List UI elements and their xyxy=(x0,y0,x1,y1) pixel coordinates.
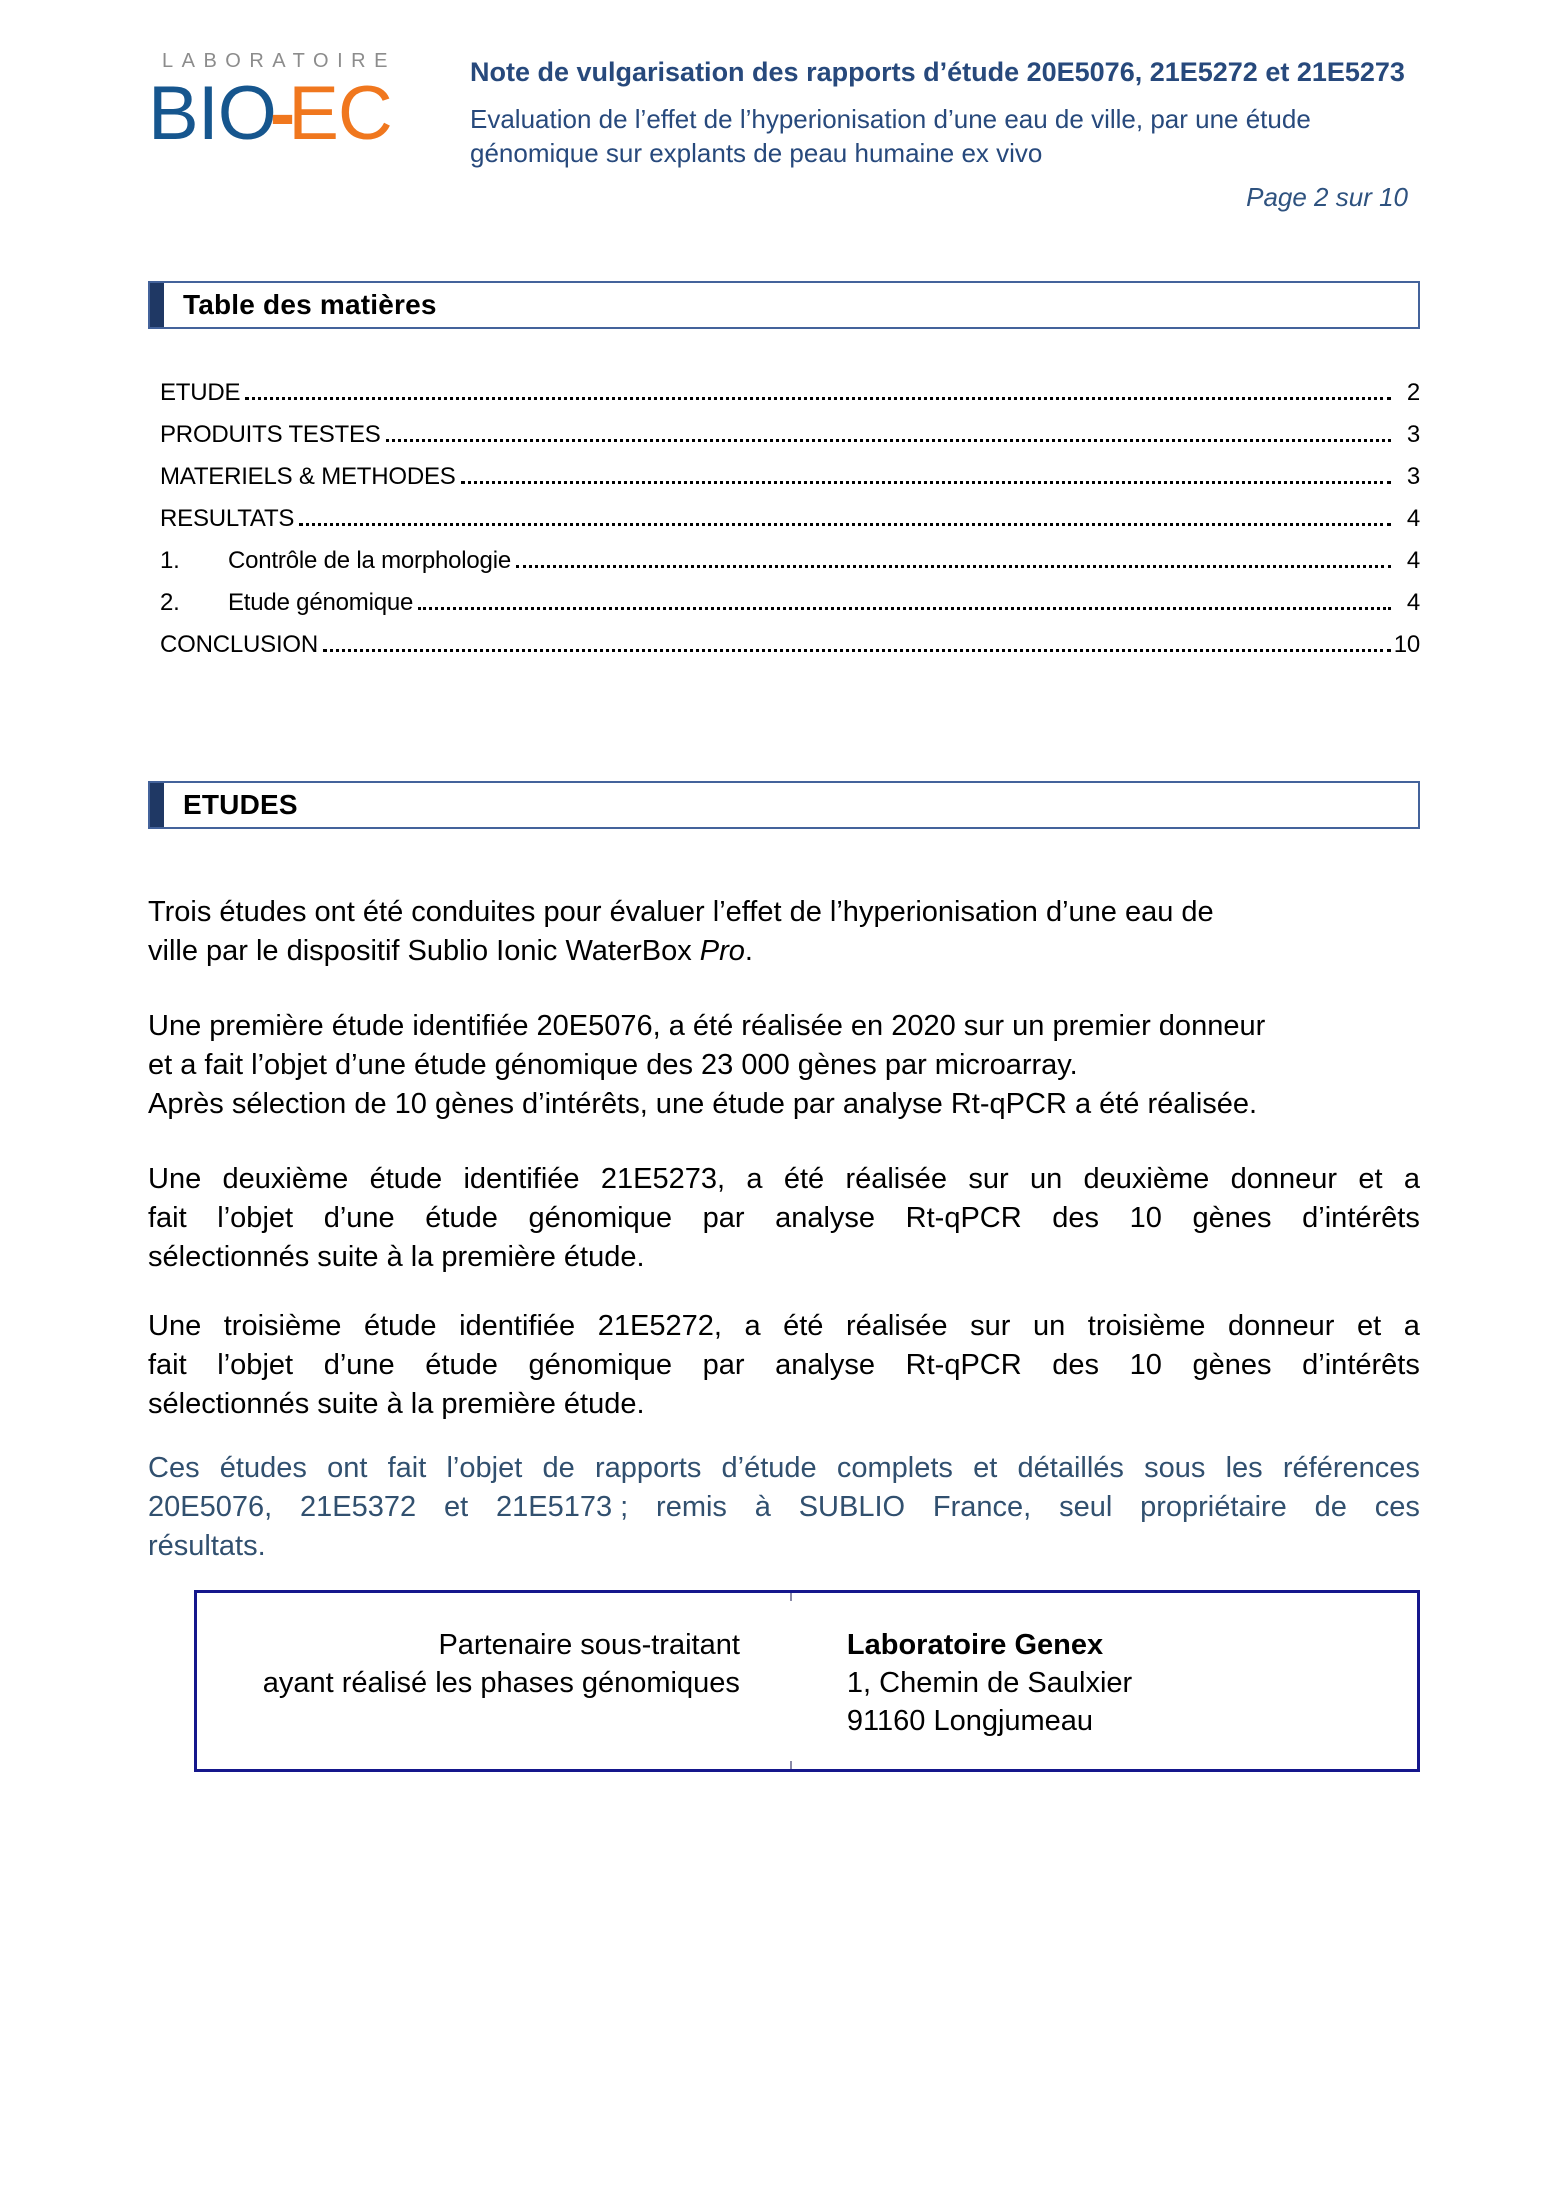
partner-role xyxy=(197,1593,790,1769)
paragraph-line: Après sélection de 10 gènes d’intérêts, une étude par analyse Rt-qPCR a été réalisée. xyxy=(148,1088,1258,1120)
body-paragraphs xyxy=(148,893,1420,1566)
studies-section-header xyxy=(148,781,1420,829)
toc-dot-leader xyxy=(245,397,1391,400)
toc-dot-leader xyxy=(461,481,1391,484)
paragraph-line: 20E5076, 21E5372 et 21E5173 ; remis à SUBLIO France, seul propriétaire de ces xyxy=(148,1491,1420,1523)
toc-entry-page: 4 xyxy=(1406,547,1420,574)
toc-entry-page: 3 xyxy=(1406,463,1420,490)
toc-entry-page: 4 xyxy=(1406,505,1420,532)
report-subtitle-line: génomique sur explants de peau humaine ex vivo xyxy=(470,138,1043,168)
toc-dot-leader xyxy=(418,607,1391,610)
toc-section-header xyxy=(148,281,1420,329)
partner-address-line: 91160 Longjumeau xyxy=(846,1705,1094,1737)
logo-laboratoire-text: LABORATOIRE xyxy=(162,50,396,72)
bioec-logo xyxy=(148,50,448,170)
toc-entry xyxy=(148,533,1420,575)
paragraph-line: et a fait l’objet d’une étude génomique des 23 000 gènes par microarray. xyxy=(148,1049,1078,1081)
report-header-text xyxy=(448,50,1405,170)
paragraph xyxy=(148,1307,1420,1424)
toc-entry-number: 1. xyxy=(160,547,180,574)
toc-section-title: Table des matières xyxy=(183,289,437,320)
toc-dot-leader xyxy=(386,439,1391,442)
partner-role-line: Partenaire sous-traitant xyxy=(438,1629,740,1661)
page-number: Page 2 sur 10 xyxy=(1246,182,1408,212)
paragraph xyxy=(148,893,1420,971)
logo-ec-part: EC xyxy=(288,71,392,156)
toc-entry-label: Etude génomique xyxy=(228,589,414,616)
toc-entry-label: RESULTATS xyxy=(160,505,295,532)
report-subtitle xyxy=(470,102,1405,170)
partner-role-line: ayant réalisé les phases génomiques xyxy=(262,1667,740,1699)
toc-entry xyxy=(148,449,1420,491)
paragraph-line: sélectionnés suite à la première étude. xyxy=(148,1388,645,1420)
toc-entry-number: 2. xyxy=(160,589,180,616)
report-title: Note de vulgarisation des rapports d’étude 20E5076, 21E5272 et 21E5273 xyxy=(470,57,1405,87)
toc-entry-label: Contrôle de la morphologie xyxy=(228,547,511,574)
section-accent-bar xyxy=(150,783,164,827)
toc-entry-label: ETUDE xyxy=(160,379,241,406)
toc-entry xyxy=(148,407,1420,449)
paragraph-line: fait l’objet d’une étude génomique par analyse Rt-qPCR des 10 gènes d’intérêts xyxy=(148,1349,1420,1381)
paragraph-line: Une première étude identifiée 20E5076, a été réalisée en 2020 sur un premier donneur xyxy=(148,1010,1266,1042)
report-subtitle-line: Evaluation de l’effet de l’hyperionisation d’une eau de ville, par une étude xyxy=(470,104,1311,134)
toc-entry-label: PRODUITS TESTES xyxy=(160,421,381,448)
toc-entry-page: 3 xyxy=(1406,421,1420,448)
paragraph-line: résultats. xyxy=(148,1530,266,1562)
partner-address-line: 1, Chemin de Saulxier xyxy=(846,1667,1133,1699)
partner-box xyxy=(194,1590,1420,1772)
toc-dot-leader xyxy=(299,523,1391,526)
paragraph-line: Une deuxième étude identifiée 21E5273, a été réalisée sur un deuxième donneur et a xyxy=(148,1163,1420,1195)
studies-section-title: ETUDES xyxy=(183,789,298,820)
page-header xyxy=(148,0,1420,170)
paragraph-line: fait l’objet d’une étude génomique par analyse Rt-qPCR des 10 gènes d’intérêts xyxy=(148,1202,1420,1234)
partner-address-lines xyxy=(847,1664,1417,1740)
toc-dot-leader xyxy=(516,565,1391,568)
toc-dot-leader xyxy=(323,649,1391,652)
toc-entry xyxy=(148,617,1420,659)
paragraph-line: Trois études ont été conduites pour évaluer l’effet de l’hyperionisation d’une eau de xyxy=(148,896,1214,928)
toc-entry xyxy=(148,365,1420,407)
paragraph xyxy=(148,1160,1420,1277)
logo-bio-part: BIO xyxy=(148,71,276,156)
logo-bioec-text xyxy=(148,73,448,155)
paragraph-line: ville par le dispositif Sublio Ionic WaterBox Pro. xyxy=(148,935,753,967)
toc-entry-page: 10 xyxy=(1393,631,1420,658)
toc-entry-label: MATERIELS & METHODES xyxy=(160,463,456,490)
paragraph-line: sélectionnés suite à la première étude. xyxy=(148,1241,645,1273)
paragraph-line: Ces études ont fait l’objet de rapports d’étude complets et détaillés sous les références xyxy=(148,1452,1420,1484)
toc-entry-page: 4 xyxy=(1406,589,1420,616)
logo-dash: - xyxy=(269,71,295,156)
toc-entry-label: CONCLUSION xyxy=(160,631,319,658)
table-of-contents xyxy=(148,365,1420,659)
toc-entry-page: 2 xyxy=(1406,379,1420,406)
toc-entry xyxy=(148,491,1420,533)
paragraph-line: Une troisième étude identifiée 21E5272, a été réalisée sur un troisième donneur et a xyxy=(148,1310,1420,1342)
paragraph xyxy=(148,1449,1420,1566)
partner-name: Laboratoire Genex xyxy=(846,1629,1104,1661)
paragraph xyxy=(148,1007,1420,1124)
partner-address xyxy=(790,1593,1417,1769)
section-accent-bar xyxy=(150,283,164,327)
toc-entry xyxy=(148,575,1420,617)
